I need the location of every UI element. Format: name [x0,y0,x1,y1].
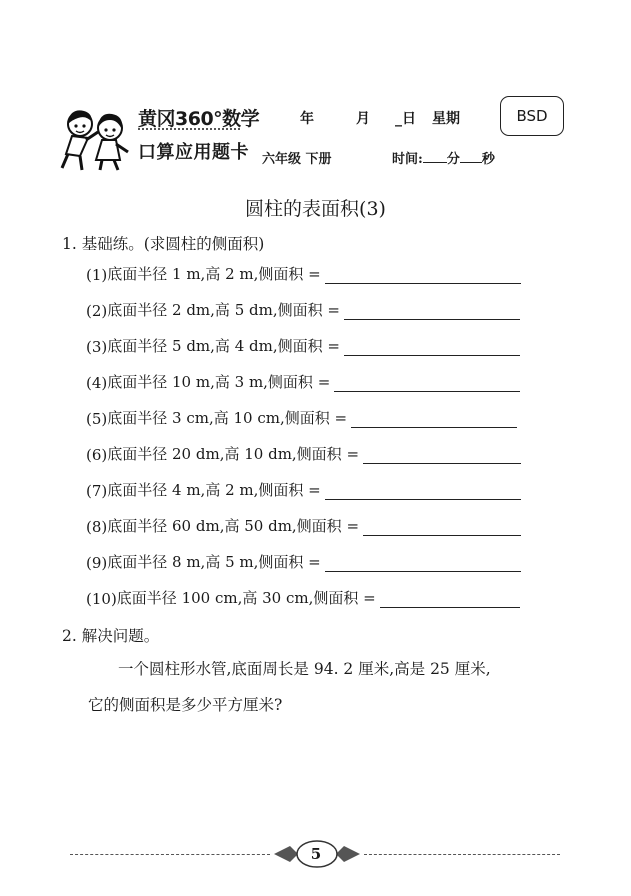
question-7 [86,478,521,500]
question-text: 底面半径 5 dm,高 4 dm,侧面积 = [107,337,340,355]
answer-blank[interactable] [325,555,521,572]
question-text: 底面半径 2 dm,高 5 dm,侧面积 = [107,301,340,319]
question-4 [86,370,520,392]
question-6 [86,442,521,464]
grade-label: 六年级 下册 [262,152,332,167]
question-number: (4) [86,374,108,392]
question-number: (1) [86,266,108,284]
question-text: 底面半径 20 dm,高 10 dm,侧面积 = [107,445,360,463]
question-number: (8) [86,518,108,536]
brand-subtitle: 口算应用题卡 [138,142,249,163]
question-text: 底面半径 4 m,高 2 m,侧面积 = [107,481,321,499]
question-number: (6) [86,446,108,464]
question-text: 底面半径 1 m,高 2 m,侧面积 = [107,265,321,283]
problem-line-1: 一个圆柱形水管,底面周长是 94. 2 厘米,高是 25 厘米, [118,660,491,678]
brand-divider [138,128,240,130]
question-text: 底面半径 10 m,高 3 m,侧面积 = [107,373,331,391]
question-number: (9) [86,554,108,572]
answer-blank[interactable] [344,303,520,320]
answer-blank[interactable] [325,267,521,284]
question-8 [86,514,521,536]
question-text: 底面半径 3 cm,高 10 cm,侧面积 = [107,409,348,427]
month-label: 月 [356,111,370,127]
answer-blank[interactable] [351,411,517,428]
answer-blank[interactable] [334,375,520,392]
answer-blank[interactable] [325,483,521,500]
section1-heading: 1. 基础练。(求圆柱的侧面积) [62,235,265,253]
question-text: 底面半径 100 cm,高 30 cm,侧面积 = [116,589,376,607]
question-5 [86,406,517,428]
question-number: (7) [86,482,108,500]
answer-blank[interactable] [363,519,521,536]
footer-divider-right [364,854,560,855]
minute-label: 分 [446,152,460,167]
question-number: (2) [86,302,108,320]
time-field [392,148,495,167]
question-text: 底面半径 60 dm,高 50 dm,侧面积 = [107,517,360,535]
edition-badge: BSD [500,96,564,136]
question-number: (5) [86,410,108,428]
question-1 [86,262,521,284]
section2-heading: 2. 解决问题。 [62,627,160,645]
answer-blank[interactable] [363,447,521,464]
page-number: 5 [310,845,322,863]
footer-divider-left [70,854,270,855]
answer-blank[interactable] [380,591,520,608]
weekday-label: 星期 [432,111,460,127]
brand-header [58,92,268,172]
question-text: 底面半径 8 m,高 5 m,侧面积 = [107,553,321,571]
question-9 [86,550,521,572]
question-number: (10) [86,590,117,608]
brand-title: 黄冈360°数学 [138,108,260,130]
cartoon-kids-logo [58,102,138,172]
question-3 [86,334,520,356]
time-label: 时间: [392,152,423,167]
year-label: 年 [300,111,314,127]
question-10 [86,586,520,608]
day-label: _日 [395,111,416,127]
second-label: 秒 [481,152,495,167]
problem-line-2: 它的侧面积是多少平方厘米? [88,696,283,714]
question-2 [86,298,520,320]
question-number: (3) [86,338,108,356]
answer-blank[interactable] [344,339,520,356]
page-title: 圆柱的表面积(3) [245,198,386,220]
